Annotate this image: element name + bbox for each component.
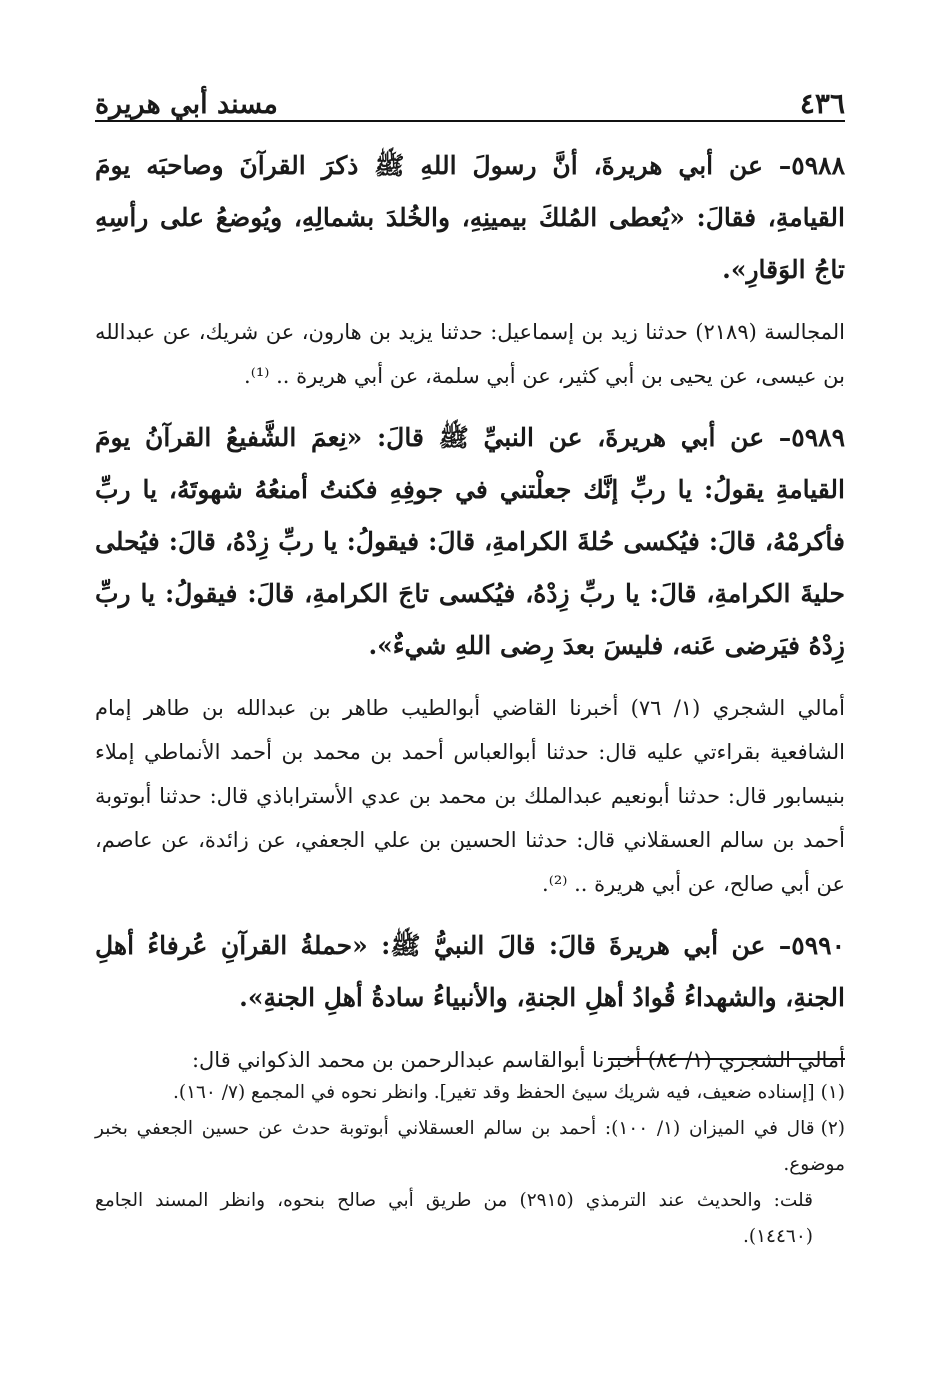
footnote-marker: (١) (820, 1082, 845, 1103)
footnote-divider (608, 1058, 845, 1060)
footnote-text: قال في الميزان (١/ ١٠٠): أحمد بن سالم العسقلاني أبوتوبة حدث عن حسين الجعفي بخبر موضوع. (95, 1118, 845, 1175)
footnote-marker: (٢) (820, 1118, 845, 1139)
source-5990: أمالي الشجري (١/ ٨٤) أخبرنا أبوالقاسم عبدالرحمن بن محمد الذكواني قال: (191, 1048, 845, 1072)
main-text (95, 140, 845, 1096)
footnote-text: قلت: والحديث عند الترمذي (٢٩١٥) من طريق أبي صالح بنحوه، وانظر المسند الجامع (١٤٤٦٠). (95, 1190, 813, 1247)
hadith-5990: ٥٩٩٠– عن أبي هريرةَ قالَ: قالَ النبيُّ ﷺ: «حملةُ القرآنِ عُرفاءُ أهلِ الجنةِ، والشهداءُ قُوادُ أهلِ الجنةِ، والأنبياءُ سادةُ أهلِ الجنةِ». (95, 931, 845, 1012)
footnote-2 (95, 1111, 845, 1183)
running-header (95, 78, 845, 122)
footnotes (95, 1075, 845, 1255)
source-5989: أمالي الشجري (١/ ٧٦) أخبرنا القاضي أبوالطيب طاهر بن عبدالله بن طاهر إمام الشافعية بقراءتي عليه قال: حدثنا أبوالعباس أحمد بن محمد بن أحمد الأنماطي إملاء بنيسابور قال: حدثنا أبونعيم عبدالملك بن محمد بن عدي الأستراباذي قال: حدثنا أبوتوبة أحمد بن سالم العسقلاني قال: حدثنا الحسين بن علي الجعفي، عن زائدة، عن عاصم، عن أبي صالح، عن أبي هريرة .. ⁽²⁾. (95, 696, 845, 896)
book-title: مسند أبي هريرة (95, 89, 278, 120)
hadith-5989: ٥٩٨٩– عن أبي هريرةَ، عن النبيِّ ﷺ قالَ: «نِعمَ الشَّفيعُ القرآنُ يومَ القيامةِ يقولُ: يا ربِّ إنَّك جعلْتني في جوفِهِ فكنتُ أمنعُهُ شهوتَهُ، يا ربِّ فأكرمْهُ، قالَ: فيُكسى حُلةَ الكرامةِ، قالَ: فيقولُ: يا ربِّ زِدْهُ، قالَ: فيُحلى حليةَ الكرامةِ، قالَ: يا ربِّ زِدْهُ، فيُكسى تاجَ الكرامةِ، قالَ: فيقولُ: يا ربِّ زِدْهُ فيَرضى عَنه، فليسَ بعدَ رِضى اللهِ شيءٌ». (95, 423, 845, 660)
footnote-2-continuation (95, 1183, 845, 1255)
footnote-text: [إسناده ضعيف، فيه شريك سيئ الحفظ وقد تغير]. وانظر نحوه في المجمع (٧/ ١٦٠). (172, 1082, 815, 1103)
hadith-5988: ٥٩٨٨– عن أبي هريرةَ، أنَّ رسولَ اللهِ ﷺ ذكرَ القرآنَ وصاحبَه يومَ القيامةِ، فقالَ: «يُعطى المُلكَ بيمينِهِ، والخُلدَ بشمالِهِ، ويُوضعُ على رأسِهِ تاجُ الوَقارِ». (95, 151, 845, 284)
source-5988: المجالسة (٢١٨٩) حدثنا زيد بن إسماعيل: حدثنا يزيد بن هارون، عن شريك، عن عبدالله بن عيسى، عن يحيى بن أبي كثير، عن أبي سلمة، عن أبي هريرة .. ⁽¹⁾. (95, 320, 845, 388)
footnote-1 (95, 1075, 845, 1111)
page-number: ٤٣٦ (799, 87, 845, 120)
